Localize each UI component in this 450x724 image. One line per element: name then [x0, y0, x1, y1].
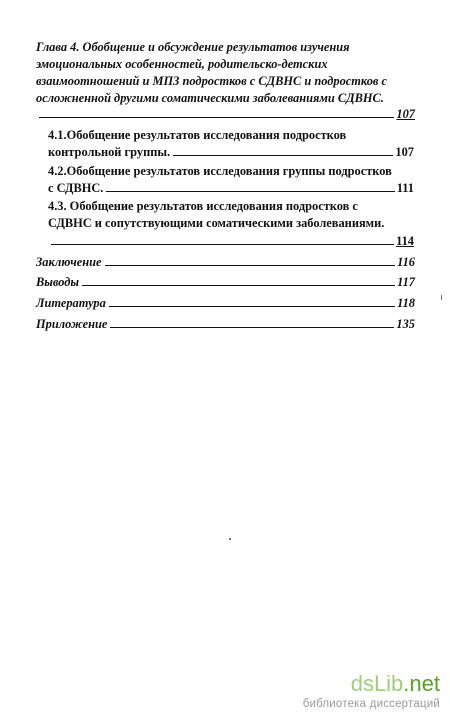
section-4-1-line-1: 4.1.Обобщение результатов исследования подростков — [48, 128, 347, 142]
leader-line — [51, 244, 394, 245]
leader-line — [173, 155, 393, 156]
watermark-logo: dsLib.net — [350, 671, 440, 696]
chapter4-title-line-4: осложненной другими соматическими заболеваниями СДВНС. — [36, 91, 384, 105]
leader-line — [110, 327, 394, 328]
chapter4-title-line-2: эмоциональных особенностей, родительско-детских — [36, 57, 328, 71]
scan-speck — [229, 538, 231, 540]
page-number: 111 — [396, 181, 414, 195]
section-4-1-line-2: контрольной группы. 107 — [48, 145, 414, 159]
chapter4-title-line-3: взаимоотношений и МПЗ подростков с СДВНС и подростков с — [36, 74, 388, 88]
watermark-subtitle: библиотека диссертаций — [302, 698, 440, 710]
section-4-3-line-2: СДВНС и сопутствующими соматическими заболеваниями. — [48, 216, 385, 230]
toc-entry-appendix: Приложение 135 — [36, 317, 415, 331]
chapter4-page-line — [36, 107, 415, 121]
page-number: 114 — [396, 234, 414, 248]
page-number: 107 — [396, 107, 415, 121]
toc-entry-conclusion: Заключение 116 — [36, 255, 415, 269]
leader-line — [82, 285, 395, 286]
watermark — [303, 672, 440, 710]
page-number: 118 — [397, 296, 415, 310]
page-number: 116 — [397, 255, 415, 269]
scan-speck — [441, 295, 442, 300]
page-number: 107 — [395, 145, 414, 159]
toc-entry-findings: Выводы 117 — [36, 275, 415, 289]
section-4-2-line-2: с СДВНС. 111 — [48, 181, 414, 195]
leader-line — [39, 117, 394, 118]
section-4-3-page-line — [48, 234, 414, 248]
section-4-3-line-1: 4.3. Обобщение результатов исследования подростков с — [48, 199, 358, 213]
page-number: 117 — [397, 275, 415, 289]
leader-line — [105, 265, 396, 266]
page-number: 135 — [396, 317, 415, 331]
leader-line — [106, 191, 394, 192]
leader-line — [109, 306, 395, 307]
toc-entry-literature: Литература 118 — [36, 296, 415, 310]
chapter4-title-line-1: Глава 4. Обобщение и обсуждение результатов изучения — [36, 40, 350, 54]
section-4-2-line-1: 4.2.Обобщение результатов исследования группы подростков — [48, 164, 392, 178]
